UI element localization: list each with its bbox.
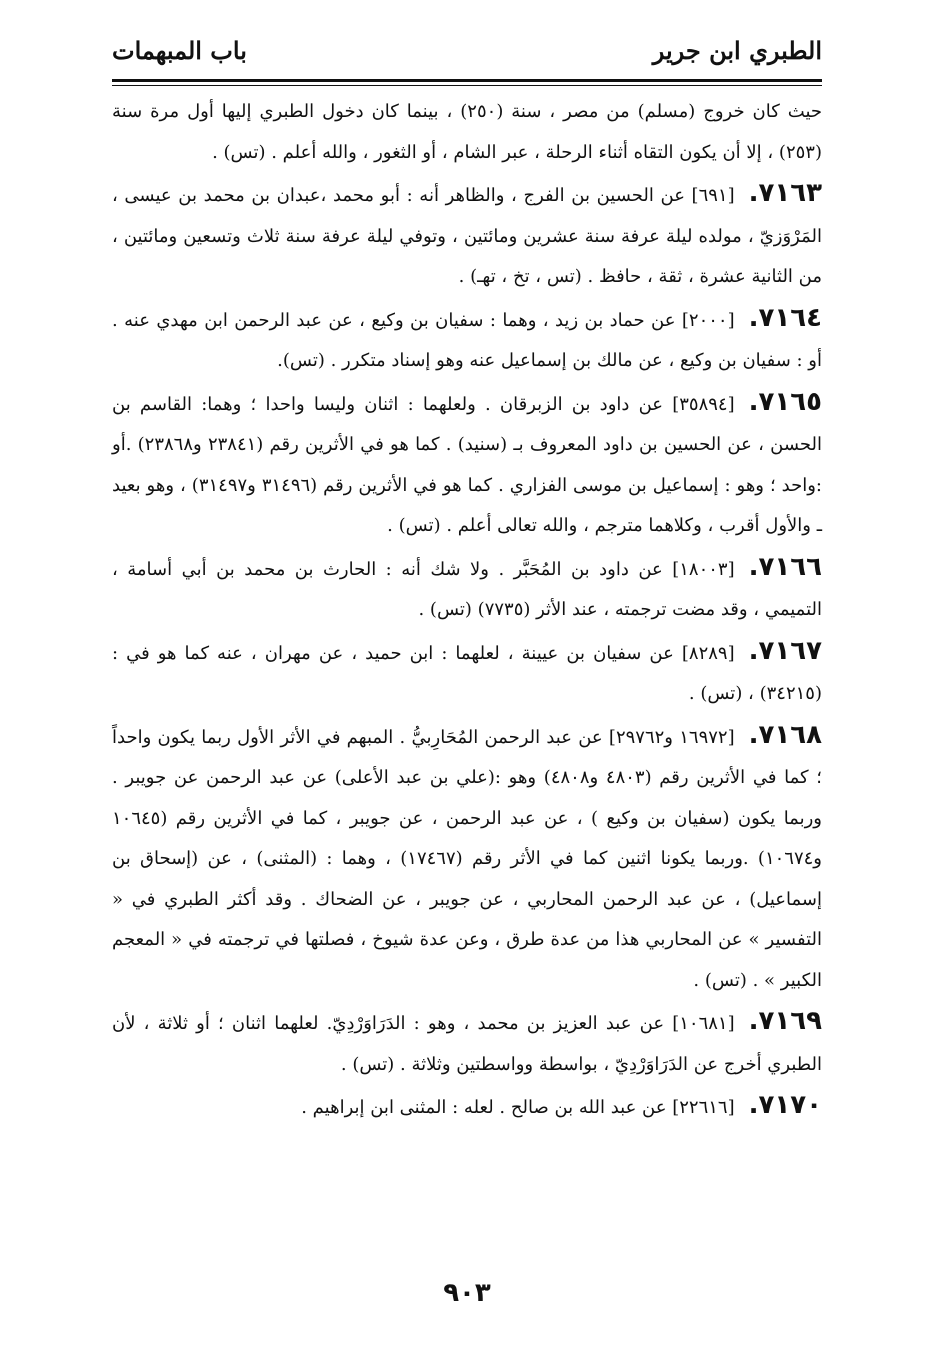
running-title: الطبري ابن جرير — [652, 36, 822, 65]
intro-paragraph: حيث كان خروج (مسلم) من مصر ، سنة (٢٥٠) ، بينما كان دخول الطبري إليها أول مرة سنة (٢٥٣) ، إلا أن يكون التقاه أثناء الرحلة ، عبر الشام ، أو الثغور ، والله أعلم . (تس) . — [112, 101, 822, 163]
entry-text: [٢٠٠٠] عن حماد بن زيد ، وهما : سفيان بن وكيع ، عن عبد الرحمن ابن مهدي عنه . أو : سفيان بن وكيع ، عن مالك بن إسماعيل عنه وهو إسناد متكرر . (تس). — [112, 309, 822, 371]
page-number: ٩٠٣ — [443, 1278, 491, 1308]
entry-7165 — [112, 382, 822, 547]
entry-number: ٧١٦٣. — [748, 178, 822, 208]
entry-text: [١٨٠٠٣] عن داود بن المُحَبَّر . ولا شك أنه : الحارث بن محمد بن أبي أسامة ، التميمي ، وقد مضت ترجمته ، عند الأثر (٧٧٣٥) (تس) . — [112, 558, 822, 620]
entry-number: ٧١٦٩. — [748, 1006, 822, 1036]
entry-number: ٧١٦٤. — [748, 302, 822, 333]
entry-number: ٧١٦٧. — [748, 635, 822, 666]
entry-number: ٧١٦٥. — [748, 386, 822, 417]
entry-7170 — [112, 1085, 822, 1129]
entry-number: ٧١٦٨. — [748, 719, 822, 750]
entry-number: ٧١٧٠. — [748, 1090, 822, 1120]
entry-7168 — [112, 715, 822, 1002]
page-header — [112, 30, 822, 74]
entry-text: [١٦٩٧٢ و٢٩٧٦٢] عن عبد الرحمن المُحَارِبيُّ . المبهم في الأثر الأول ربما يكون واحداً ؛ كما في الأثرين رقم (٤٨٠٣ و٤٨٠٨) وهو :(علي بن عبد الأعلى) عن عبد الرحمن عن جويبر . وربما يكون (سفيان بن وكيع ) ، عن عبد الرحمن ، عن جويبر ، كما في الأثرين رقم (١٠٦٤٥ و١٠٦٧٤) .وربما يكونا اثنين كما في الأثر رقم (١٧٤٦٧) ، وهما : (المثنى) ، عن (إسحاق بن إسماعيل) ، عن عبد الرحمن المحاربي ، عن جويبر ، عن الضحاك . وقد أكثر الطبري في « التفسير » عن المحاربي هذا من عدة طرق ، وعن عدة شيوخ ، فصلتها في ترجمته في « المعجم الكبير » . (تس) . — [112, 726, 823, 991]
chapter-title: باب المبهمات — [112, 36, 247, 65]
entry-text: [٣٥٨٩٤] عن داود بن الزبرقان . ولعلهما : اثنان وليسا واحدا ؛ وهما: القاسم بن الحسن ، عن الحسين بن داود المعروف بـ (سنيد) . كما هو في الأثرين رقم (٢٣٨٤١ و٢٣٨٦٨) .أو :واحد ؛ وهو : إسماعيل بن موسى الفزاري . كما هو في الأثرين رقم (٣١٤٩٦ و٣١٤٩٧) ، وهو بعيد ـ والأول أقرب ، وكلاهما مترجم ، والله تعالى أعلم . (تس) . — [112, 393, 822, 536]
entry-7167 — [112, 631, 822, 715]
header-rule-thin — [112, 85, 822, 86]
entry-text: [١٠٦٨١] عن عبد العزيز بن محمد ، وهو : الدَرَاوَرْدِيّ. لعلهما اثنان ؛ أو ثلاثة ، لأن الطبري أخرج عن الدَرَاوَرْدِيّ ، بواسطة وواسطتين وثلاثة . (تس) . — [112, 1013, 822, 1075]
entry-text: [٢٢٦١٦] عن عبد الله بن صالح . لعله : المثنى ابن إبراهيم . — [301, 1097, 735, 1118]
entry-7164 — [112, 298, 822, 382]
entry-text: [٨٢٨٩] عن سفيان بن عيينة ، لعلهما : ابن حميد ، عن مهران ، عنه كما هو في : (٣٤٢١٥) ، (تس) . — [112, 642, 822, 704]
entry-7169 — [112, 1001, 822, 1085]
entry-7166 — [112, 547, 822, 631]
entry-7163 — [112, 173, 822, 298]
header-rule — [112, 79, 822, 82]
entry-number: ٧١٦٦. — [748, 551, 822, 582]
page-body — [112, 92, 822, 1129]
entry-text: [٦٩١] عن الحسين بن الفرج ، والظاهر أنه : أبو محمد ،عبدان بن محمد بن عيسى ، المَرْوَزيّ ، مولده ليلة عرفة سنة عشرين ومائتين ، وتوفي ليلة عرفة سنة ثلاث وتسعين ومائتين ، من الثانية عشرة ، ثقة ، حافظ . (تس ، تخ ، تهـ) . — [112, 185, 822, 287]
